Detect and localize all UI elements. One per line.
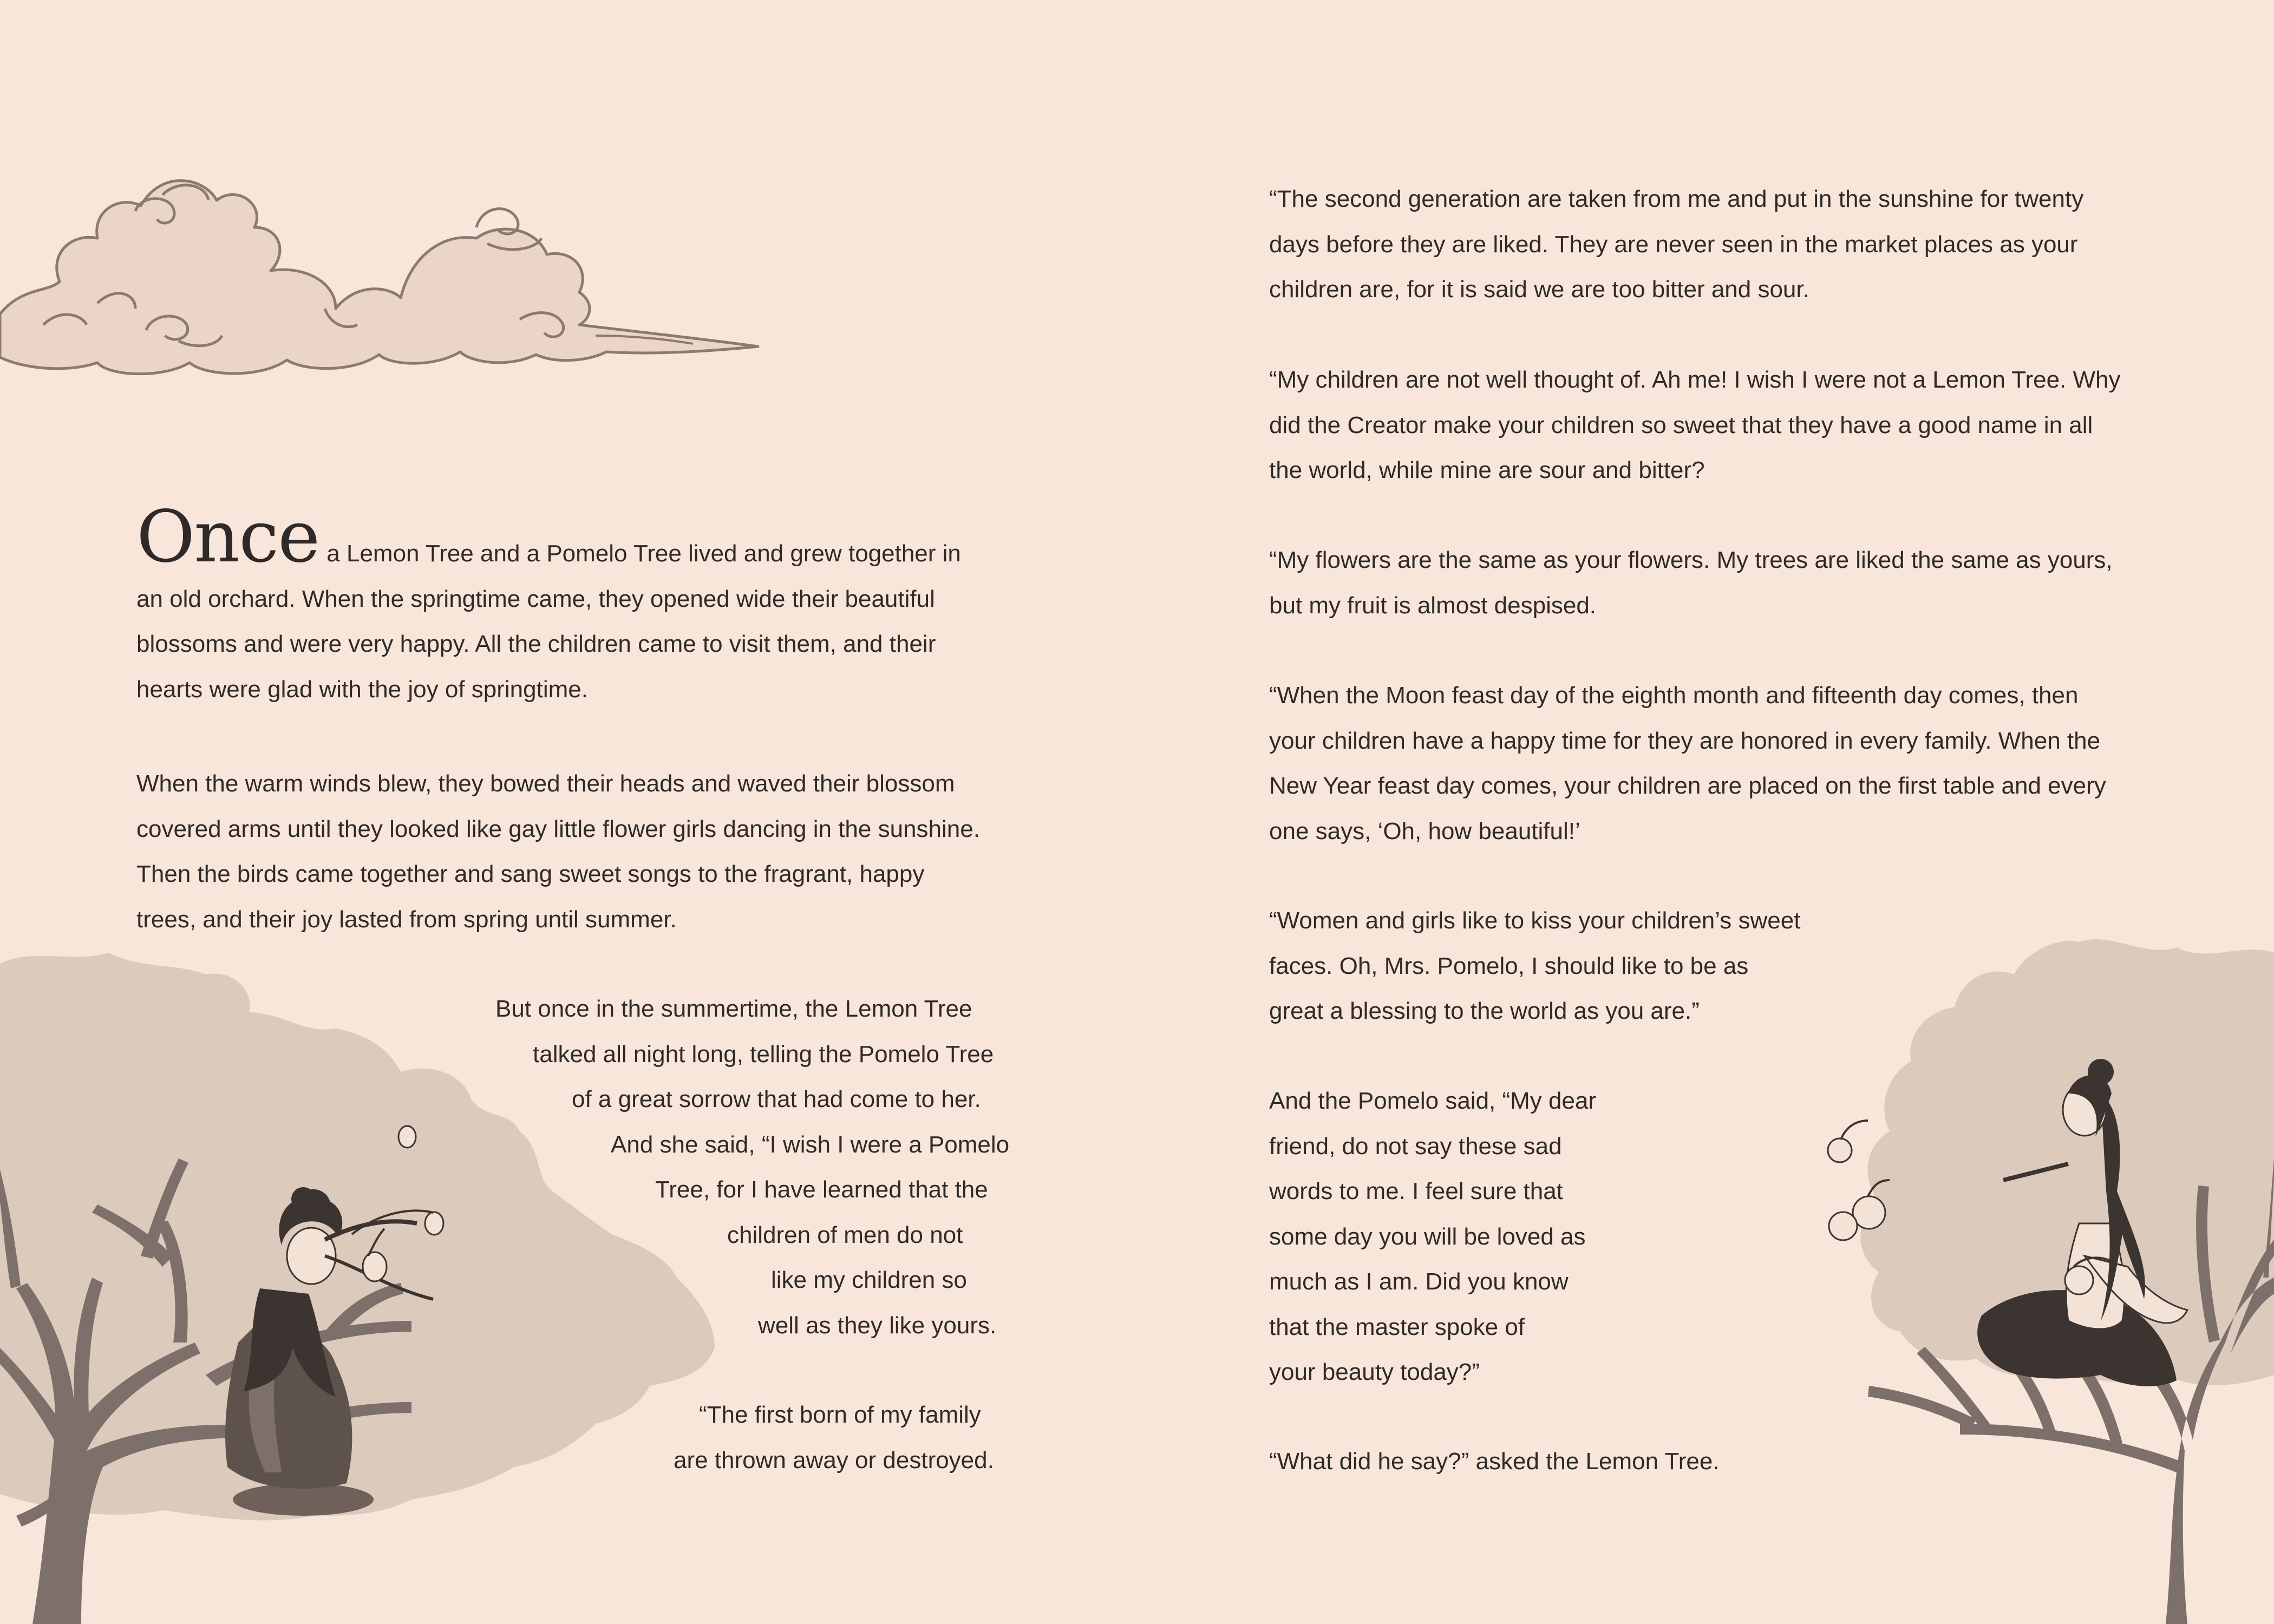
text-line: And she said, “I wish I were a Pomelo bbox=[611, 1131, 1010, 1158]
text-line: are thrown away or destroyed. bbox=[674, 1446, 994, 1474]
intro-line-1: an old orchard. When the springtime came, they opened wide their beautiful bbox=[136, 585, 935, 612]
text-line: But once in the summertime, the Lemon Tree bbox=[495, 996, 972, 1022]
right-paragraph-1 bbox=[1269, 176, 2083, 312]
paragraph-4 bbox=[0, 1392, 1137, 1483]
text-line: “When the Moon feast day of the eighth month and fifteenth day comes, then bbox=[1269, 682, 2079, 709]
cloud-icon bbox=[0, 146, 769, 401]
text-line: your beauty today?” bbox=[1269, 1359, 1480, 1385]
right-paragraph-5 bbox=[1269, 898, 1800, 1034]
text-line: the world, while mine are sour and bitter? bbox=[1269, 457, 1705, 483]
text-line: friend, do not say these sad bbox=[1269, 1132, 1562, 1160]
intro-line-2: blossoms and were very happy. All the children came to visit them, and their bbox=[136, 631, 936, 657]
text-line: “Women and girls like to kiss your children’s sweet bbox=[1269, 907, 1801, 934]
right-paragraph-2 bbox=[1269, 357, 2121, 493]
text-line: but my fruit is almost despised. bbox=[1269, 592, 1597, 619]
drop-cap: Once bbox=[136, 495, 319, 579]
text-line: faces. Oh, Mrs. Pomelo, I should like to be as bbox=[1269, 952, 1749, 979]
text-line: like my children so bbox=[771, 1267, 967, 1293]
right-page bbox=[1137, 0, 2274, 1624]
text-line: one says, ‘Oh, how beautiful!’ bbox=[1269, 817, 1580, 844]
text-line: words to me. I feel sure that bbox=[1269, 1178, 1563, 1204]
intro-line-0: a Lemon Tree and a Pomelo Tree lived and grew together in bbox=[326, 540, 961, 567]
intro-line-3: hearts were glad with the joy of springtime. bbox=[136, 676, 588, 703]
pomelo-tree-woman-icon bbox=[1635, 931, 2274, 1624]
right-paragraph-6 bbox=[1269, 1078, 1596, 1395]
right-paragraph-7 bbox=[1269, 1439, 1720, 1484]
text-line: well as they like yours. bbox=[758, 1312, 997, 1339]
text-line: much as I am. Did you know bbox=[1269, 1268, 1569, 1295]
right-paragraph-4 bbox=[1269, 673, 2106, 854]
text-line: did the Creator make your children so sweet that they have a good name in all bbox=[1269, 411, 2093, 438]
text-line: “My flowers are the same as your flowers. My trees are liked the same as yours, bbox=[1269, 547, 2113, 573]
intro-first-line bbox=[136, 495, 961, 579]
text-line: “The first born of my family bbox=[699, 1402, 981, 1428]
text-line: days before they are liked. They are never seen in the market places as your bbox=[1269, 231, 2078, 258]
text-line: When the warm winds blew, they bowed their heads and waved their blossom bbox=[136, 770, 955, 797]
text-line: Then the birds came together and sang sweet songs to the fragrant, happy bbox=[136, 861, 925, 887]
text-line: “My children are not well thought of. Ah me! I wish I were not a Lemon Tree. Why bbox=[1269, 366, 2121, 393]
paragraph-3 bbox=[0, 986, 1137, 1348]
text-line: of a great sorrow that had come to her. bbox=[572, 1086, 981, 1112]
text-line: “The second generation are taken from me and put in the sunshine for twenty bbox=[1269, 186, 2084, 212]
text-line: children are, for it is said we are too bitter and sour. bbox=[1269, 276, 1809, 303]
right-paragraph-3 bbox=[1269, 538, 2113, 628]
text-line: And the Pomelo said, “My dear bbox=[1269, 1088, 1597, 1114]
text-line: talked all night long, telling the Pomelo Tree bbox=[533, 1040, 994, 1068]
intro-paragraph bbox=[136, 495, 961, 712]
text-line: children of men do not bbox=[727, 1221, 963, 1248]
text-line: trees, and their joy lasted from spring until summer. bbox=[136, 906, 677, 933]
text-line: Tree, for I have learned that the bbox=[655, 1176, 988, 1203]
text-line: “What did he say?” asked the Lemon Tree. bbox=[1269, 1448, 1720, 1475]
text-line: New Year feast day comes, your children are placed on the first table and every bbox=[1269, 772, 2106, 799]
text-line: your children have a happy time for they are honored in every family. When the bbox=[1269, 727, 2101, 754]
text-line: great a blessing to the world as you are.” bbox=[1269, 998, 1700, 1024]
text-line: some day you will be loved as bbox=[1269, 1223, 1586, 1250]
text-line: that the master spoke of bbox=[1269, 1313, 1525, 1340]
text-line: covered arms until they looked like gay little flower girls dancing in the sunshine. bbox=[136, 815, 980, 842]
paragraph-2 bbox=[136, 761, 980, 942]
